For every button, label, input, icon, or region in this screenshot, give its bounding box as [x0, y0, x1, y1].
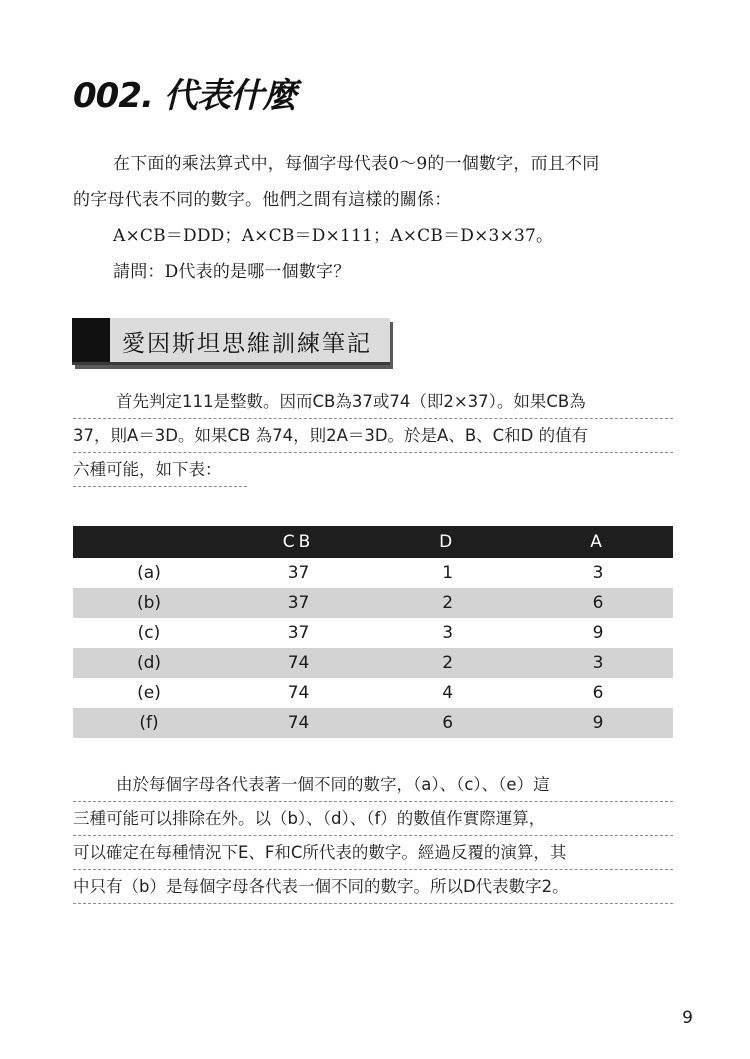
table-row	[73, 618, 673, 648]
cell-cb: 37	[287, 623, 310, 643]
solution-line: 由於每個字母各代表著一個不同的數字，（a）、（c）、（e）這	[73, 768, 673, 802]
solution-line: 六種可能，如下表：	[73, 453, 247, 487]
problem-question: 請問：D代表的是哪一個數字？	[113, 262, 351, 282]
solution-line: 中只有（b）是每個字母各代表一個不同的數字。所以D代表數字2。	[73, 870, 673, 904]
cell-d: 4	[442, 683, 454, 703]
table-row	[73, 708, 673, 738]
cell-a: 3	[523, 648, 673, 678]
table-header-row	[73, 526, 673, 558]
page-title: 002. 代表什麼	[73, 76, 296, 116]
notes-heading-label: 愛因斯坦思維訓練筆記	[122, 331, 372, 357]
row-label: (b)	[73, 588, 225, 618]
solution-paragraph-2	[73, 768, 673, 904]
cell-cb: 74	[225, 648, 372, 678]
table-header-d: D	[372, 526, 523, 558]
cell-cb: 37	[225, 588, 372, 618]
table-header-cb: CB	[225, 526, 372, 558]
row-label: (a)	[137, 563, 161, 583]
table-header-a: A	[523, 526, 673, 558]
cell-cb: 74	[225, 708, 372, 738]
cell-a: 6	[592, 683, 604, 703]
cell-cb: 74	[287, 683, 310, 703]
solution-line: 37，則A＝3D。如果CB 為74，則2A＝3D。於是A、B、C和D 的值有	[73, 419, 673, 453]
solution-line: 三種可能可以排除在外。以（b）、（d）、（f）的數值作實際運算，	[73, 802, 673, 836]
page-number: 9	[682, 1008, 693, 1028]
solution-paragraph-1	[73, 385, 673, 487]
cell-a: 9	[592, 623, 604, 643]
cell-cb: 37	[287, 563, 310, 583]
table-row	[73, 678, 673, 708]
problem-statement	[73, 146, 673, 290]
row-label: (e)	[137, 683, 161, 703]
cell-d: 3	[442, 623, 454, 643]
solution-line: 首先判定111是整數。因而CB為37或74（即2×37）。如果CB為	[73, 385, 673, 419]
cell-d: 2	[372, 648, 523, 678]
problem-line: 在下面的乘法算式中，每個字母代表0～9的一個數字，而且不同	[113, 154, 600, 174]
cell-a: 9	[523, 708, 673, 738]
row-label: (f)	[73, 708, 225, 738]
solution-line: 可以確定在每種情況下E、F和C所代表的數字。經過反覆的演算，其	[73, 836, 673, 870]
table-row	[73, 648, 673, 678]
cell-a: 3	[592, 563, 604, 583]
problem-equation: A×CB＝DDD；A×CB＝D×111；A×CB＝D×3×37。	[113, 226, 554, 246]
table-row	[73, 558, 673, 588]
row-label: (c)	[137, 623, 161, 643]
cell-d: 2	[372, 588, 523, 618]
banner-block-decoration	[72, 318, 110, 362]
notes-heading-banner	[72, 318, 390, 365]
problem-line: 的字母代表不同的數字。他們之間有這樣的關係：	[73, 190, 452, 210]
possibilities-table	[73, 526, 673, 738]
cell-d: 1	[442, 563, 454, 583]
cell-a: 6	[523, 588, 673, 618]
table-header-label	[73, 526, 225, 558]
table-row	[73, 588, 673, 618]
row-label: (d)	[73, 648, 225, 678]
cell-d: 6	[372, 708, 523, 738]
